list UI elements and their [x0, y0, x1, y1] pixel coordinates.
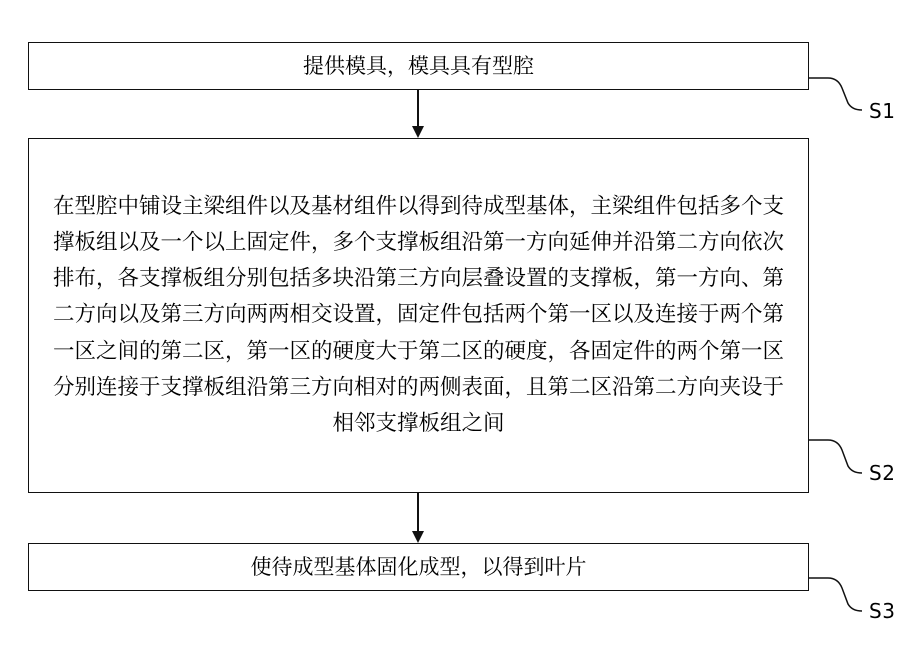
flowchart-step-s3: [28, 543, 809, 591]
flowchart-step-label-s2: S2: [869, 461, 896, 485]
flowchart-step-s1: [28, 42, 809, 90]
connector-s2-s3: [412, 493, 424, 543]
flowchart-step-s3-text: 使待成型基体固化成型，以得到叶片: [250, 554, 587, 579]
leader-line-s1: [809, 78, 862, 110]
flowchart-step-s1-text: 提供模具，模具具有型腔: [303, 53, 534, 78]
leader-line-s2: [809, 440, 862, 473]
leader-line-s3: [809, 578, 862, 611]
connector-s1-s2: [412, 90, 424, 138]
flowchart-step-s2: [28, 138, 809, 493]
flowchart-step-label-s1: S1: [869, 99, 896, 123]
flowchart-step-label-s3: S3: [869, 599, 896, 623]
flowchart-step-s2-text: 在型腔中铺设主梁组件以及基材组件以得到待成型基体，主梁组件包括多个支撑板组以及一个以上固定件，多个支撑板组沿第一方向延伸并沿第二方向依次排布，各支撑板组分别包括多块沿第三方向层叠设置的支撑板，第一方向、第二方向以及第三方向两两相交设置，固定件包括两个第一区以及连接于两个第一区之间的第二区，第一区的硬度大于第二区的硬度，各固定件的两个第一区分别连接于支撑板组沿第三方向相对的两侧表面，且第二区沿第二方向夹设于相邻支撑板组之间: [53, 194, 785, 436]
